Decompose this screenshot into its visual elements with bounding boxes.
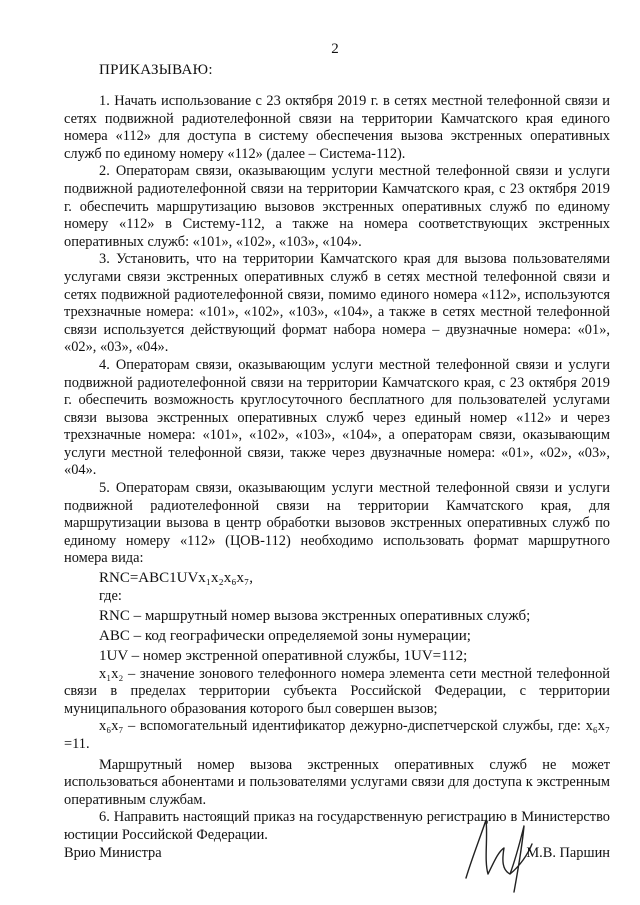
paragraph-1: 1. Начать использование с 23 октября 2019 г. в сетях местной телефонной связи и сетях подвижной радиотелефонной связи на территории Камчатского края единого номера «112» для доступа в систему обеспечения вызова экстренных оперативных служб по единому номеру «112» (далее – Система-112). (64, 93, 610, 162)
page-number: 2 (331, 41, 339, 57)
definition-x6x7: x₆x₇ – вспомогательный идентификатор дежурно-диспетчерской службы, где: x₆x₇ =11. (64, 718, 610, 752)
signatory-name: М.В. Паршин (526, 845, 610, 861)
paragraph-3: 3. Установить, что на территории Камчатского края для вызова пользователями услугами связи экстренных оперативных служб в сетях местной телефонной связи и сетях подвижной радиотелефонной связи, помимо единого номера «112», используются трехзначные номера: «101», «102», «103», «104», а также в сетях местной телефонной связи используется действующий формат набора номера – двузначные номера: «01», «02», «03», «04». (64, 251, 610, 356)
where-label: где: (99, 588, 122, 605)
paragraph-2: 2. Операторам связи, оказывающим услуги местной телефонной связи и услуги подвижной радиотелефонной связи на территории Камчатского края, с 23 октября 2019 г. обеспечить маршрутизацию вызовов экстренных оперативных служб по единому номеру «112» в Систему-112, а также на номера соответствующих экстренных оперативных служб: «101», «102», «103», «104». (64, 163, 610, 250)
definition-rnc: RNC – маршрутный номер вызова экстренных оперативных служб; (99, 607, 531, 624)
document-body (64, 93, 610, 845)
order-heading: ПРИКАЗЫВАЮ: (99, 62, 213, 78)
paragraph-routing-note: Маршрутный номер вызова экстренных оперативных служб не может использоваться абонентами и пользователями услугами связи для доступа к экстренным оперативным службам. (64, 756, 610, 808)
paragraph-6: 6. Направить настоящий приказ на государственную регистрацию в Министерство юстиции Российской Федерации. (64, 809, 610, 843)
definition-abc: ABC – код географически определяемой зоны нумерации; (99, 627, 471, 644)
paragraph-5: 5. Операторам связи, оказывающим услуги местной телефонной связи и услуги подвижной радиотелефонной связи на территории Камчатского края, для маршрутизации вызова в центр обработки вызовов экстренных оперативных служб по единому номеру «112» (ЦОВ-112) необходимо использовать формат маршрутного номера вида: (64, 480, 610, 567)
routing-number-formula: RNC=ABC1UVx₁x₂x₆x₇, (99, 570, 253, 587)
paragraph-4: 4. Операторам связи, оказывающим услуги местной телефонной связи и услуги подвижной радиотелефонной связи на территории Камчатского края, с 23 октября 2019 г. обеспечить возможность круглосуточного бесплатного для пользователей услугами связи вызова экстренных оперативных служб через единый номер «112» и через трехзначные номера: «101», «102», «103», «104», а операторам связи, оказывающим услуги местной телефонной связи, также через двузначные номера: «01», «02», «03», «04». (64, 356, 610, 479)
definition-x1x2: x₁x₂ – значение зонового телефонного номера элемента сети местной телефонной связи в пределах территории субъекта Российской Федерации, с территории муниципального образования которого был совершен вызов; (64, 665, 610, 717)
signatory-title: Врио Министра (64, 845, 162, 861)
definition-1uv: 1UV – номер экстренной оперативной службы, 1UV=112; (99, 647, 468, 664)
